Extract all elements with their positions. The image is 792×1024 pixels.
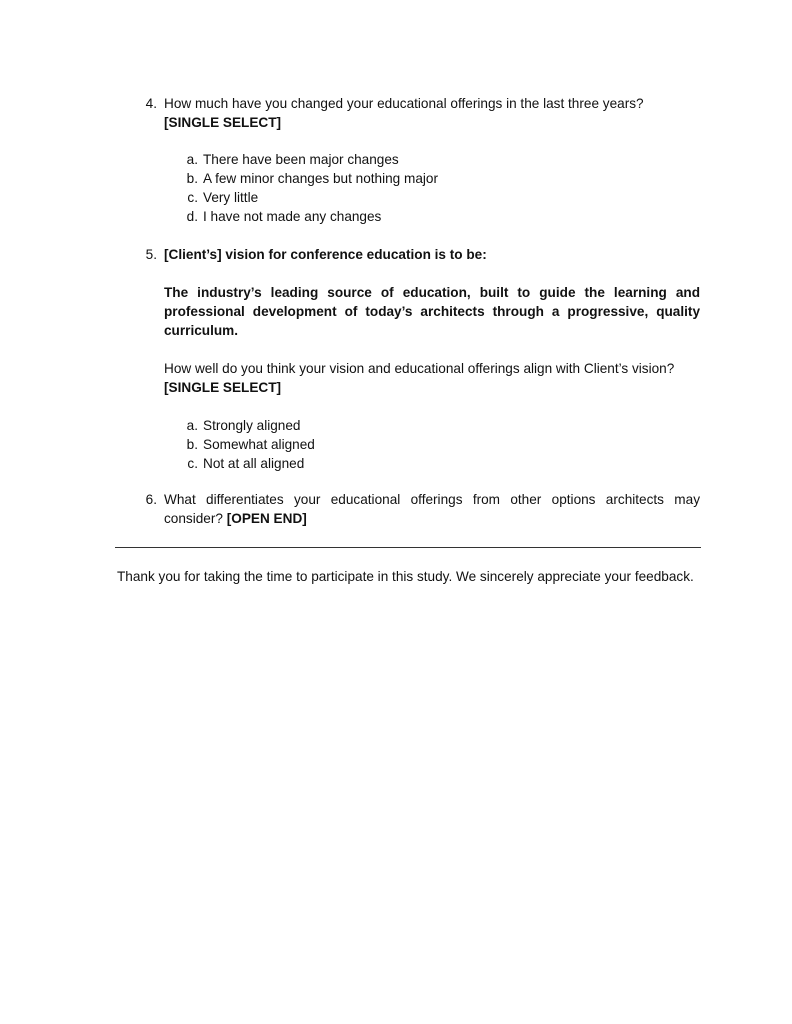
section-divider: [115, 547, 701, 548]
option-text: I have not made any changes: [203, 209, 382, 224]
option-letter: c.: [187, 190, 198, 205]
question-4: [139, 94, 700, 132]
option-letter: b.: [186, 171, 198, 186]
option-item: [180, 169, 580, 188]
option-item: [180, 150, 580, 169]
question-text-block: [164, 359, 700, 397]
option-letter: d.: [186, 209, 198, 224]
option-item: [180, 207, 580, 226]
question-6: [139, 490, 700, 528]
question-text: What differentiates your educational offerings from other options architects may consider?: [164, 492, 700, 526]
option-text: Not at all aligned: [203, 456, 305, 471]
option-letter: c.: [187, 456, 198, 471]
closing-message: Thank you for taking the time to participate in this study. We sincerely appreciate your feedback.: [117, 569, 694, 584]
question-text-block: [164, 490, 700, 528]
options-list-q4: [180, 150, 580, 226]
option-item: [180, 454, 580, 473]
question-type-tag: [SINGLE SELECT]: [164, 115, 282, 130]
question-number: 5.: [145, 247, 157, 262]
question-number: 6.: [145, 492, 157, 507]
option-item: [180, 435, 580, 454]
question-text: How much have you changed your educational offerings in the last three years?: [164, 96, 644, 111]
option-text: Somewhat aligned: [203, 437, 315, 452]
options-list-q5: [180, 416, 580, 473]
option-letter: a.: [186, 418, 198, 433]
option-text: A few minor changes but nothing major: [203, 171, 439, 186]
option-text: Strongly aligned: [203, 418, 301, 433]
question-intro: [Client’s] vision for conference education is to be:: [164, 247, 487, 262]
option-item: [180, 416, 580, 435]
option-text: Very little: [203, 190, 259, 205]
option-item: [180, 188, 580, 207]
question-text-block: [164, 94, 700, 132]
question-5: [139, 245, 700, 264]
question-text: How well do you think your vision and educational offerings align with Client’s vision?: [164, 361, 675, 376]
option-letter: a.: [186, 152, 198, 167]
question-type-tag: [OPEN END]: [226, 511, 307, 526]
option-text: There have been major changes: [203, 152, 399, 167]
question-type-tag: [SINGLE SELECT]: [164, 380, 282, 395]
question-number: 4.: [145, 96, 157, 111]
vision-statement: The industry’s leading source of education, built to guide the learning and professional development of today’s architects through a progressive, quality curriculum.: [164, 285, 700, 338]
option-letter: b.: [186, 437, 198, 452]
